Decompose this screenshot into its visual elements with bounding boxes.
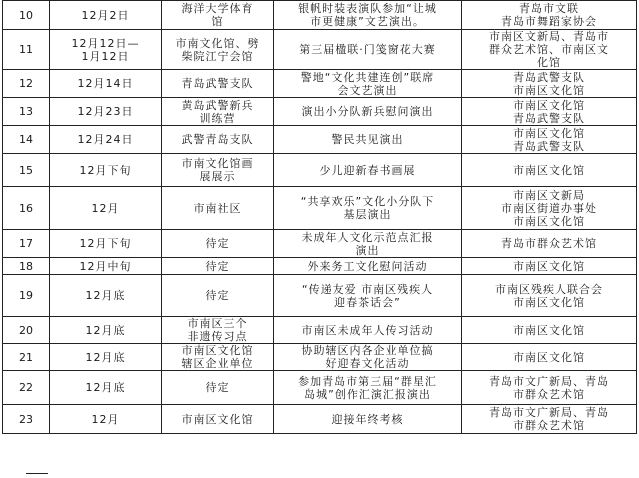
venue-cell-line: 市南文化馆画 — [181, 157, 254, 170]
activity-cell — [274, 230, 462, 258]
organizer-cell-line: 青岛武警支队 — [513, 70, 585, 84]
organizer-cell-line: 市南区文化馆 — [513, 350, 585, 364]
date-cell-line: 12月23日 — [77, 105, 134, 118]
date-cell — [50, 126, 162, 154]
date-cell — [50, 344, 162, 371]
activity-cell — [274, 344, 462, 371]
date-cell-line: 12月 — [91, 412, 120, 426]
date-cell-line: 12月 — [91, 201, 120, 215]
activity-cell-line: “传递友爱 市南区残疾人 — [301, 282, 434, 296]
activity-cell — [274, 405, 462, 434]
date-cell — [50, 230, 162, 258]
activity-cell — [274, 98, 462, 126]
venue-cell-line: 市南区三个 — [187, 317, 248, 330]
activity-cell-line: 少儿迎新春书画展 — [319, 163, 416, 177]
organizer-cell-line: 市南区文化馆 — [513, 323, 585, 337]
organizer-cell — [462, 258, 637, 275]
activity-cell-line: 市南区未成年人传习活动 — [301, 323, 434, 337]
organizer-cell-line: 市群众艺术馆 — [513, 387, 585, 401]
table-row — [3, 70, 637, 98]
venue-cell — [162, 70, 274, 98]
organizer-cell — [462, 275, 637, 317]
date-cell — [50, 1, 162, 30]
venue-cell-line: 市南区文化馆 — [181, 344, 254, 357]
venue-cell — [162, 98, 274, 126]
venue-cell — [162, 344, 274, 371]
activity-cell-line: 外来务工文化慰问活动 — [307, 259, 428, 273]
activity-cell-line: 岛城”创作汇演汇报演出 — [304, 387, 431, 401]
date-cell-line: 12月中旬 — [79, 259, 132, 273]
date-cell-line: 12月底 — [85, 381, 126, 394]
row-number-cell: 16 — [3, 187, 50, 230]
venue-cell — [162, 154, 274, 187]
activity-cell-line: 演出 — [355, 243, 380, 257]
organizer-cell-line: 市南区文化馆 — [513, 98, 585, 112]
organizer-cell — [462, 371, 637, 405]
venue-cell — [162, 187, 274, 230]
organizer-cell — [462, 405, 637, 434]
row-number-cell: 15 — [3, 154, 50, 187]
venue-cell — [162, 1, 274, 30]
organizer-cell-line: 青岛市舞蹈家协会 — [501, 15, 597, 28]
date-cell — [50, 317, 162, 344]
date-cell-line: 12月下旬 — [79, 163, 132, 177]
row-number-cell: 12 — [3, 70, 50, 98]
date-cell-line: 12月底 — [85, 289, 126, 302]
venue-cell — [162, 371, 274, 405]
organizer-cell-line: 群众艺术馆、市南区文 — [489, 43, 609, 56]
activity-cell — [274, 187, 462, 230]
venue-cell-line: 市南区文化馆 — [181, 412, 254, 426]
activity-cell — [274, 70, 462, 98]
venue-cell-line: 海洋大学体育 — [181, 2, 254, 15]
table-row — [3, 317, 637, 344]
venue-cell-line: 辖区企业单位 — [181, 357, 254, 370]
activity-cell-line: 基层演出 — [343, 208, 392, 221]
activity-cell-line: 警民共见演出 — [331, 133, 404, 146]
activity-cell-line: “共享欢乐”文化小分队下 — [300, 195, 435, 208]
venue-cell — [162, 317, 274, 344]
venue-cell-line: 柴院江宁会馆 — [181, 49, 254, 63]
organizer-cell-line: 青岛市群众艺术馆 — [501, 237, 597, 250]
table-row — [3, 98, 637, 126]
date-cell — [50, 405, 162, 434]
activity-cell-line: 迎接年终考核 — [331, 412, 404, 426]
table-row — [3, 371, 637, 405]
organizer-cell-line: 市南区文化馆 — [513, 83, 585, 97]
organizer-cell-line: 青岛武警支队 — [513, 139, 585, 153]
organizer-cell — [462, 30, 637, 70]
activity-cell-line: 未成年人文化示范点汇报 — [301, 230, 434, 244]
date-cell-line: 12月下旬 — [79, 237, 132, 250]
row-number-cell: 13 — [3, 98, 50, 126]
venue-cell — [162, 405, 274, 434]
venue-cell-line: 待定 — [205, 381, 230, 394]
row-number-cell: 21 — [3, 344, 50, 371]
table-row — [3, 154, 637, 187]
row-number-cell: 22 — [3, 371, 50, 405]
activity-cell — [274, 1, 462, 30]
date-cell-line: 12月14日 — [77, 77, 134, 90]
venue-cell-line: 待定 — [205, 237, 230, 250]
table-body — [3, 1, 637, 434]
organizer-cell-line: 青岛市文广新局、青岛 — [489, 406, 609, 419]
organizer-cell-line: 市南区文化馆 — [513, 259, 585, 273]
date-cell-line: 12月12日— — [71, 36, 140, 50]
organizer-cell — [462, 98, 637, 126]
activity-cell-line: 迎春茶话会” — [334, 295, 401, 309]
venue-cell — [162, 30, 274, 70]
venue-cell-line: 市南文化馆、劈 — [175, 36, 260, 50]
venue-cell — [162, 126, 274, 154]
date-cell-line: 1月12日 — [81, 49, 130, 63]
venue-cell-line: 馆 — [211, 15, 224, 28]
table-row — [3, 30, 637, 70]
organizer-cell-line: 市南区文新局、青岛市 — [489, 30, 609, 43]
table-row — [3, 405, 637, 434]
venue-cell — [162, 275, 274, 317]
date-cell — [50, 98, 162, 126]
activity-cell-line: 警地“文化共建连创”联席 — [300, 70, 435, 84]
activity-cell-line: 市更健康”文艺演出。 — [310, 15, 425, 28]
organizer-cell — [462, 1, 637, 30]
organizer-cell-line: 青岛市文广新局、青岛 — [489, 374, 609, 388]
organizer-cell-line: 青岛武警支队 — [513, 111, 585, 125]
page-continuation-line — [26, 473, 48, 474]
table-row — [3, 275, 637, 317]
organizer-cell-line: 化馆 — [537, 56, 561, 69]
organizer-cell-line: 市南区文化馆 — [513, 163, 585, 177]
venue-cell-line: 非遗传习点 — [187, 330, 248, 343]
activity-cell — [274, 275, 462, 317]
venue-cell-line: 青岛武警支队 — [181, 77, 254, 90]
activity-cell — [274, 258, 462, 275]
organizer-cell-line: 青岛市文联 — [519, 2, 579, 15]
event-schedule-table — [2, 0, 637, 434]
organizer-cell — [462, 317, 637, 344]
venue-cell-line: 展展示 — [199, 170, 236, 183]
organizer-cell-line: 市南区文化馆 — [513, 126, 585, 140]
date-cell — [50, 154, 162, 187]
activity-cell — [274, 371, 462, 405]
date-cell — [50, 187, 162, 230]
organizer-cell — [462, 344, 637, 371]
venue-cell-line: 市南社区 — [193, 201, 242, 215]
activity-cell — [274, 30, 462, 70]
venue-cell-line: 武警青岛支队 — [181, 133, 254, 146]
organizer-cell-line: 市南区文化馆 — [513, 295, 585, 309]
row-number-cell: 19 — [3, 275, 50, 317]
row-number-cell: 20 — [3, 317, 50, 344]
activity-cell-line: 好迎春文化活动 — [325, 357, 410, 370]
venue-cell-line: 黄岛武警新兵 — [181, 98, 254, 112]
activity-cell-line: 演出小分队新兵慰问演出 — [301, 105, 434, 118]
activity-cell-line: 会文艺演出 — [337, 83, 398, 97]
date-cell — [50, 275, 162, 317]
venue-cell-line: 训练营 — [199, 111, 236, 125]
organizer-cell — [462, 70, 637, 98]
venue-cell-line: 待定 — [205, 289, 230, 302]
table-row — [3, 187, 637, 230]
row-number-cell: 18 — [3, 258, 50, 275]
activity-cell-line: 协助辖区内各企业单位搞 — [301, 344, 434, 357]
date-cell — [50, 371, 162, 405]
organizer-cell — [462, 187, 637, 230]
activity-cell-line: 银帆时装表演队参加“让城 — [298, 2, 437, 15]
date-cell — [50, 30, 162, 70]
date-cell-line: 12月底 — [85, 323, 126, 337]
activity-cell — [274, 126, 462, 154]
organizer-cell — [462, 126, 637, 154]
venue-cell-line: 待定 — [205, 259, 230, 273]
organizer-cell — [462, 154, 637, 187]
row-number-cell: 14 — [3, 126, 50, 154]
row-number-cell: 10 — [3, 1, 50, 30]
table-row — [3, 344, 637, 371]
organizer-cell-line: 市南区文化馆 — [513, 214, 585, 228]
row-number-cell: 17 — [3, 230, 50, 258]
activity-cell — [274, 317, 462, 344]
table-row — [3, 258, 637, 275]
venue-cell — [162, 230, 274, 258]
date-cell-line: 12月24日 — [77, 133, 134, 146]
activity-cell-line: 参加青岛市第三届“群星汇 — [298, 374, 437, 388]
row-number-cell: 23 — [3, 405, 50, 434]
date-cell-line: 12月2日 — [81, 8, 130, 22]
organizer-cell-line: 市群众艺术馆 — [513, 419, 585, 432]
organizer-cell-line: 市南区残疾人联合会 — [495, 282, 603, 296]
venue-cell — [162, 258, 274, 275]
date-cell — [50, 258, 162, 275]
date-cell-line: 12月底 — [85, 350, 126, 364]
date-cell — [50, 70, 162, 98]
table-row — [3, 126, 637, 154]
organizer-cell-line: 市南区文新局 — [513, 188, 585, 202]
activity-cell — [274, 154, 462, 187]
organizer-cell-line: 市南区街道办事处 — [501, 201, 597, 215]
organizer-cell — [462, 230, 637, 258]
row-number-cell: 11 — [3, 30, 50, 70]
table-row — [3, 1, 637, 30]
table-row — [3, 230, 637, 258]
activity-cell-line: 第三届楹联·门笺窗花大赛 — [299, 43, 436, 56]
